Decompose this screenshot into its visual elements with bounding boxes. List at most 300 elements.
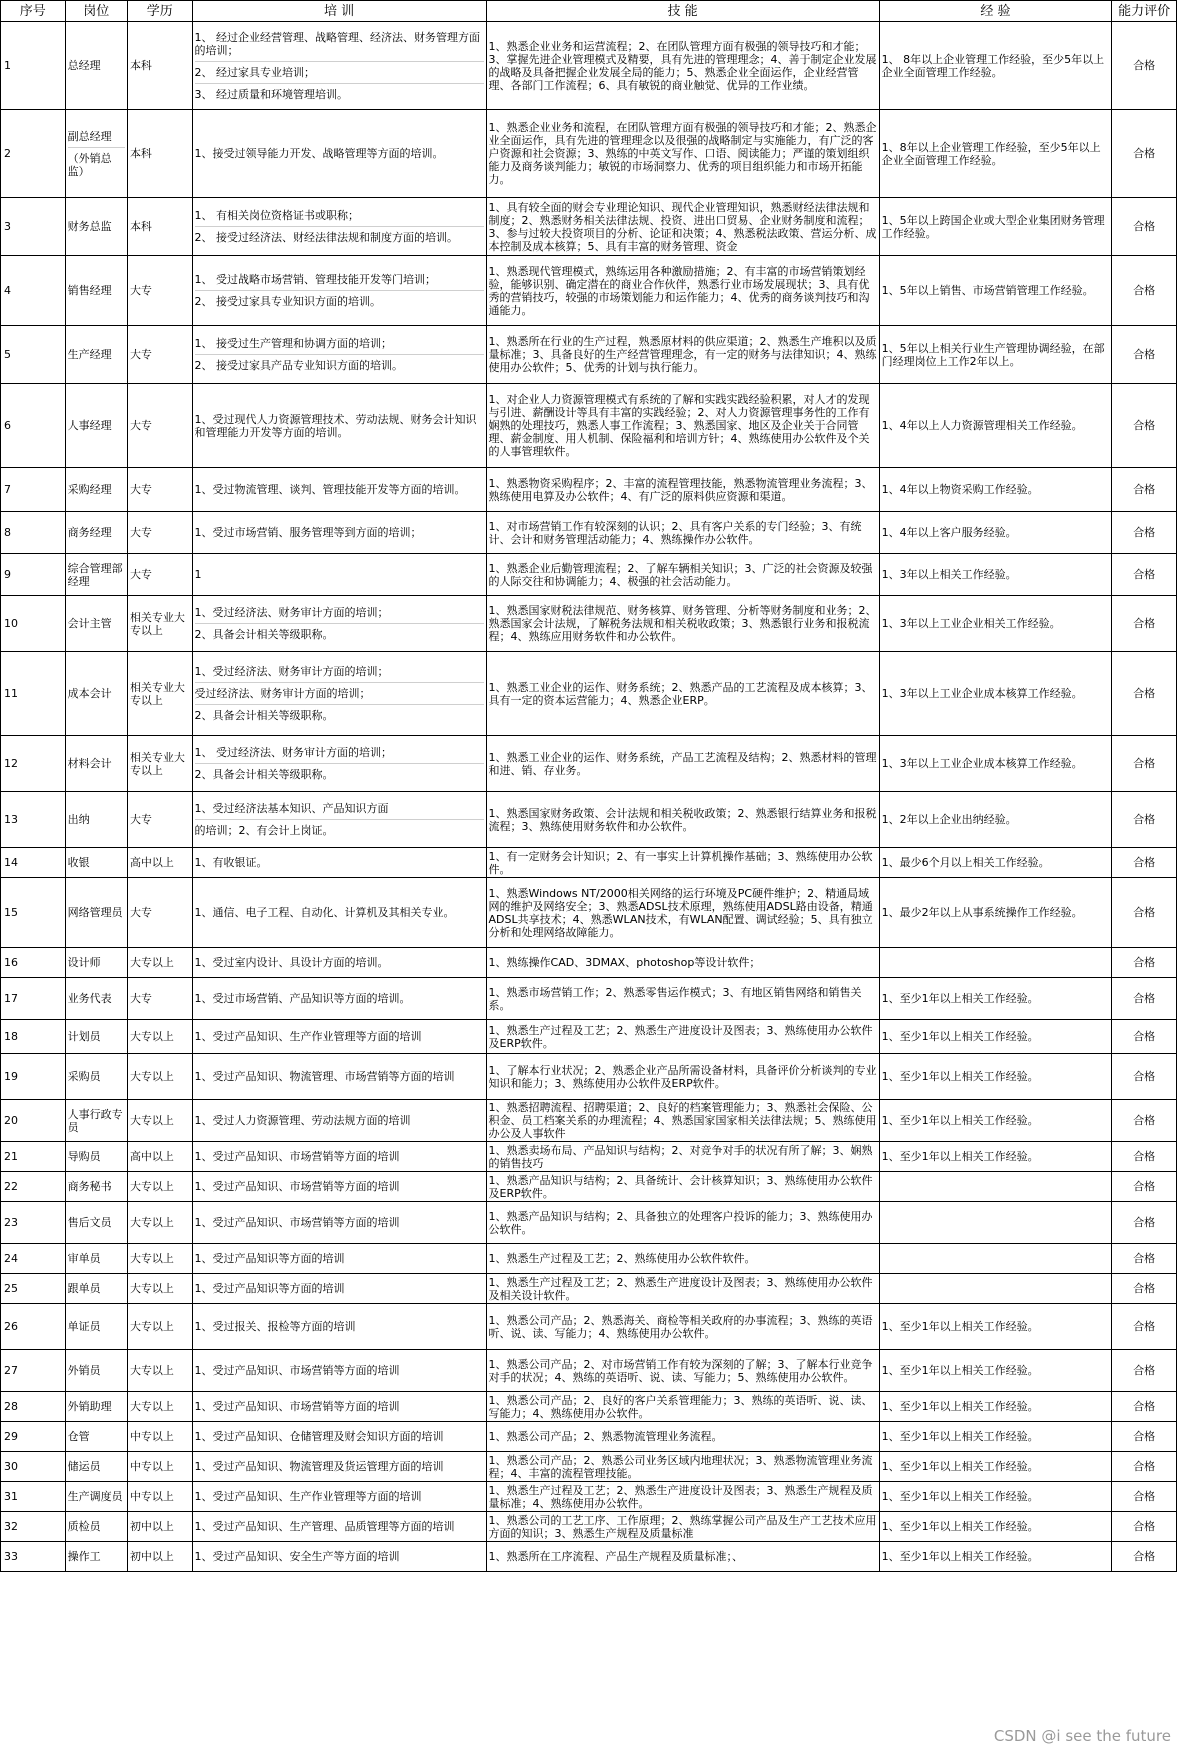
experience-cell: [879, 1274, 1112, 1304]
training-cell: [192, 1542, 486, 1572]
position-cell: [65, 792, 127, 848]
position-line: 外销员: [67, 1364, 101, 1377]
experience-cell: 1、最少6个月以上相关工作经验。: [879, 848, 1112, 878]
position-cell: [65, 1542, 127, 1572]
experience-cell: 1、3年以上工业企业成本核算工作经验。: [879, 736, 1112, 792]
experience-cell: 1、4年以上物资采购工作经验。: [879, 468, 1112, 512]
training-line: 2、 接受过家具专业知识方面的培训。: [194, 295, 382, 308]
position-cell: [65, 1482, 127, 1512]
position-line: 生产调度员: [67, 1490, 123, 1503]
experience-cell: 1、至少1年以上相关工作经验。: [879, 1020, 1112, 1054]
position-line: 销售经理: [67, 284, 112, 297]
result-cell: 合格: [1112, 1274, 1177, 1304]
training-line: 2、 接受过经济法、财经法律法规和制度方面的培训。: [194, 231, 459, 244]
position-cell: [65, 1452, 127, 1482]
skills-cell: 1、熟悉企业业务和流程，在团队管理方面有极强的领导技巧和才能；2、熟悉企业全面运作，具有先进的管理理念以及很强的战略制定与实施能力，有广泛的客户资源和社会资源；3、熟练的中英文写作、口语、阅读能力；严谨的策划组织能力及商务谈判能力；敏锐的市场洞察力、优秀的项目组织能力和市场开拓能力。: [486, 110, 879, 198]
education-cell: 中专以上: [127, 1452, 192, 1482]
position-cell: [65, 384, 127, 468]
skills-cell: 1、具有较全面的财会专业理论知识、现代企业管理知识，熟悉财经法律法规和制度；2、熟悉财务相关法律法规、投资、进出口贸易、企业财务制度和流程；3、参与过较大投资项目的分析、论证和决策；4、熟悉税法政策、营运分析、成本控制及成本核算；5、具有丰富的财务管理、资金: [486, 198, 879, 256]
skills-cell: 1、熟悉公司产品；2、熟悉公司业务区域内地理状况；3、熟悉物流管理业务流程；4、丰富的流程管理技能。: [486, 1452, 879, 1482]
education-cell: 中专以上: [127, 1422, 192, 1452]
row-number-cell: 32: [1, 1512, 66, 1542]
position-line: 采购经理: [67, 483, 112, 496]
table-row: [1, 1350, 1177, 1392]
experience-cell: 1、3年以上相关工作经验。: [879, 554, 1112, 596]
training-cell: [192, 1172, 486, 1202]
row-number-cell: 21: [1, 1142, 66, 1172]
education-cell: 本科: [127, 22, 192, 110]
position-cell: [65, 1392, 127, 1422]
skills-cell: 1、对企业人力资源管理模式有系统的了解和实践实践经验积累，对人才的发现与引进、薪酬设计等具有丰富的实践经验；2、对人力资源管理事务性的工作有娴熟的处理技巧，熟悉人事工作流程；3、熟悉国家、地区及企业关于合同管理、薪金制度、用人机制、保险福利和培训方针；4、熟练使用办公软件及个关的人事管理软件。: [486, 384, 879, 468]
position-line: 收银: [67, 856, 90, 869]
experience-cell: 1、3年以上工业企业相关工作经验。: [879, 596, 1112, 652]
education-cell: 大专以上: [127, 1054, 192, 1100]
training-cell: [192, 1274, 486, 1304]
education-cell: 大专以上: [127, 1244, 192, 1274]
result-cell: 合格: [1112, 1020, 1177, 1054]
training-cell: [192, 22, 486, 110]
table-row: [1, 198, 1177, 256]
position-cell: [65, 1100, 127, 1142]
row-number-cell: 26: [1, 1304, 66, 1350]
position-cell: [65, 1172, 127, 1202]
position-cell: [65, 1512, 127, 1542]
position-cell: [65, 1054, 127, 1100]
position-line: 综合管理部经理: [67, 561, 123, 588]
row-number-cell: 9: [1, 554, 66, 596]
result-cell: 合格: [1112, 1392, 1177, 1422]
row-number-cell: 17: [1, 978, 66, 1020]
training-line: 1、受过经济法基本知识、产品知识方面: [195, 798, 484, 820]
table-row: [1, 848, 1177, 878]
training-line: 1: [194, 568, 202, 581]
skills-cell: 1、熟悉招聘流程、招聘渠道；2、良好的档案管理能力；3、熟悉社会保险、公积金、员工档案关系的办理流程；4、熟悉国家国家相关法律法规；5、熟练使用办公及人事软件: [486, 1100, 879, 1142]
table-row: [1, 978, 1177, 1020]
training-cell: [192, 554, 486, 596]
experience-cell: 1、4年以上客户服务经验。: [879, 512, 1112, 554]
education-cell: 本科: [127, 198, 192, 256]
education-cell: 大专: [127, 792, 192, 848]
result-cell: 合格: [1112, 878, 1177, 948]
training-line: 1、受过产品知识、市场营销等方面的培训: [194, 1150, 400, 1163]
position-cell: [65, 256, 127, 326]
position-line: 出纳: [67, 813, 90, 826]
position-cell: [65, 1142, 127, 1172]
training-cell: [192, 1202, 486, 1244]
experience-cell: 1、至少1年以上相关工作经验。: [879, 1422, 1112, 1452]
education-cell: 大专以上: [127, 1202, 192, 1244]
training-cell: [192, 736, 486, 792]
table-row: [1, 468, 1177, 512]
training-cell: [192, 326, 486, 384]
skills-cell: 1、了解本行业状况；2、熟悉企业产品所需设备材料，具备评价分析谈判的专业知识和能力；3、熟练使用办公软件及ERP软件。: [486, 1054, 879, 1100]
result-cell: 合格: [1112, 1482, 1177, 1512]
experience-cell: [879, 1244, 1112, 1274]
experience-cell: 1、至少1年以上相关工作经验。: [879, 1304, 1112, 1350]
row-number-cell: 6: [1, 384, 66, 468]
experience-cell: 1、最少2年以上从事系统操作工作经验。: [879, 878, 1112, 948]
training-cell: [192, 1244, 486, 1274]
table-row: [1, 1542, 1177, 1572]
header-no: 序号: [1, 1, 66, 22]
row-number-cell: 22: [1, 1172, 66, 1202]
skills-cell: 1、熟悉企业业务和运营流程；2、在团队管理方面有极强的领导技巧和才能；3、掌握先进企业管理模式及精要，具有先进的管理理念；4、善于制定企业发展的战略及具备把握企业发展全局的能力；5、熟悉企业全面运作，企业经营管理、各部门工作流程；6、具有敏锐的商业触觉、优异的工作业绩。: [486, 22, 879, 110]
training-cell: [192, 948, 486, 978]
table-row: [1, 1100, 1177, 1142]
experience-cell: 1、至少1年以上相关工作经验。: [879, 1482, 1112, 1512]
row-number-cell: 12: [1, 736, 66, 792]
table-row: [1, 948, 1177, 978]
training-line: 1、受过产品知识、物流管理及货运管理方面的培训: [194, 1460, 444, 1473]
position-line: 计划员: [67, 1030, 101, 1043]
result-cell: 合格: [1112, 848, 1177, 878]
row-number-cell: 18: [1, 1020, 66, 1054]
position-line: 生产经理: [67, 348, 112, 361]
training-line: 2、具备会计相关等级职称。: [194, 709, 334, 722]
training-line: 1、受过产品知识、市场营销等方面的培训: [194, 1364, 400, 1377]
header-training: 培 训: [192, 1, 486, 22]
position-cell: [65, 1202, 127, 1244]
education-cell: 大专: [127, 468, 192, 512]
skills-cell: 1、熟悉公司产品；2、对市场营销工作有较为深刻的了解；3、了解本行业竞争对手的状况；4、熟练的英语听、说、读、写能力；5、熟练使用办公软件。: [486, 1350, 879, 1392]
header-position: 岗位: [65, 1, 127, 22]
training-line: 1、受过产品知识、安全生产等方面的培训: [194, 1550, 400, 1563]
education-cell: 相关专业大专以上: [127, 652, 192, 736]
experience-cell: 1、3年以上工业企业成本核算工作经验。: [879, 652, 1112, 736]
result-cell: 合格: [1112, 1304, 1177, 1350]
experience-cell: 1、至少1年以上相关工作经验。: [879, 1350, 1112, 1392]
table-row: [1, 256, 1177, 326]
education-cell: 大专: [127, 978, 192, 1020]
result-cell: 合格: [1112, 792, 1177, 848]
position-cell: [65, 110, 127, 198]
table-row: [1, 1304, 1177, 1350]
position-cell: [65, 512, 127, 554]
row-number-cell: 27: [1, 1350, 66, 1392]
education-cell: 大专以上: [127, 1392, 192, 1422]
table-row: [1, 1054, 1177, 1100]
result-cell: 合格: [1112, 1244, 1177, 1274]
training-cell: [192, 1422, 486, 1452]
training-line: 1、受过产品知识等方面的培训: [194, 1252, 345, 1265]
table-row: [1, 1274, 1177, 1304]
watermark: CSDN @i see the future: [993, 1727, 1171, 1745]
position-cell: [65, 468, 127, 512]
skills-cell: 1、熟悉市场营销工作；2、熟悉零售运作模式；3、有地区销售网络和销售关系。: [486, 978, 879, 1020]
result-cell: 合格: [1112, 110, 1177, 198]
position-cell: [65, 736, 127, 792]
skills-cell: 1、熟悉生产过程及工艺；2、熟悉生产进度设计及图表；3、熟练使用办公软件及相关设计软件。: [486, 1274, 879, 1304]
training-line: 的培训；2、有会计上岗证。: [194, 824, 334, 837]
education-cell: 大专: [127, 512, 192, 554]
training-cell: [192, 1020, 486, 1054]
row-number-cell: 19: [1, 1054, 66, 1100]
table-row: [1, 326, 1177, 384]
table-row: [1, 652, 1177, 736]
result-cell: 合格: [1112, 384, 1177, 468]
table-row: [1, 736, 1177, 792]
experience-cell: 1、4年以上人力资源管理相关工作经验。: [879, 384, 1112, 468]
position-line: 人事行政专员: [67, 1107, 123, 1134]
education-cell: 大专以上: [127, 1274, 192, 1304]
position-line: 副总经理: [68, 126, 125, 148]
skills-cell: 1、熟悉公司产品；2、熟悉海关、商检等相关政府的办事流程；3、熟练的英语听、说、读、写能力；4、熟练使用办公软件。: [486, 1304, 879, 1350]
training-line: 1、受过人力资源管理、劳动法规方面的培训: [194, 1114, 411, 1127]
education-cell: 大专以上: [127, 1100, 192, 1142]
skills-cell: 1、熟悉物资采购程序；2、丰富的流程管理技能，熟悉物流管理业务流程；3、熟练使用电算及办公软件；4、有广泛的原料供应资源和渠道。: [486, 468, 879, 512]
row-number-cell: 2: [1, 110, 66, 198]
row-number-cell: 20: [1, 1100, 66, 1142]
row-number-cell: 14: [1, 848, 66, 878]
skills-cell: 1、熟悉公司的工艺工序、工作原理；2、熟练掌握公司产品及生产工艺技术应用方面的知识；3、熟悉生产规程及质量标准: [486, 1512, 879, 1542]
position-cell: [65, 554, 127, 596]
position-line: 外销助理: [67, 1400, 112, 1413]
skills-cell: 1、熟悉生产过程及工艺；2、熟练使用办公软件软件。: [486, 1244, 879, 1274]
row-number-cell: 31: [1, 1482, 66, 1512]
row-number-cell: 3: [1, 198, 66, 256]
skills-cell: 1、熟悉公司产品；2、良好的客户关系管理能力；3、熟练的英语听、说、读、写能力；4、熟练使用办公软件。: [486, 1392, 879, 1422]
education-cell: 相关专业大专以上: [127, 736, 192, 792]
training-line: 1、 接受过生产管理和协调方面的培训；: [195, 333, 484, 355]
experience-cell: 1、至少1年以上相关工作经验。: [879, 1392, 1112, 1422]
training-line: 1、受过产品知识、生产管理、品质管理等方面的培训: [194, 1520, 455, 1533]
education-cell: 大专: [127, 384, 192, 468]
header-skills: 技 能: [486, 1, 879, 22]
position-line: 跟单员: [67, 1282, 101, 1295]
training-line: 1、受过产品知识、市场营销等方面的培训: [194, 1180, 400, 1193]
training-line: 1、受过产品知识、物流管理、市场营销等方面的培训: [194, 1070, 455, 1083]
position-cell: [65, 878, 127, 948]
training-cell: [192, 978, 486, 1020]
skills-cell: 1、熟悉卖场布局、产品知识与结构；2、对竞争对手的状况有所了解；3、娴熟的销售技巧: [486, 1142, 879, 1172]
training-line: 1、受过产品知识、市场营销等方面的培训: [194, 1400, 400, 1413]
training-cell: [192, 1100, 486, 1142]
training-line: 2、 经过家具专业培训；: [195, 62, 484, 84]
table-row: [1, 878, 1177, 948]
skills-cell: 1、熟悉国家财税法律规范、财务核算、财务管理、分析等财务制度和业务；2、熟悉国家会计法规，了解税务法规和相关税收政策；3、熟悉银行业务和报税流程；4、熟练应用财务软件和办公软件。: [486, 596, 879, 652]
experience-cell: 1、至少1年以上相关工作经验。: [879, 1100, 1112, 1142]
table-row: [1, 1142, 1177, 1172]
position-cell: [65, 848, 127, 878]
experience-cell: 1、5年以上跨国企业或大型企业集团财务管理工作经验。: [879, 198, 1112, 256]
experience-cell: 1、 8年以上企业管理工作经验，至少5年以上企业全面管理工作经验。: [879, 22, 1112, 110]
education-cell: 初中以上: [127, 1512, 192, 1542]
row-number-cell: 29: [1, 1422, 66, 1452]
position-line: 人事经理: [67, 419, 112, 432]
position-cell: [65, 948, 127, 978]
education-cell: 大专以上: [127, 1350, 192, 1392]
position-line: 商务经理: [67, 526, 112, 539]
result-cell: 合格: [1112, 198, 1177, 256]
header-education: 学历: [127, 1, 192, 22]
position-line: 操作工: [67, 1550, 101, 1563]
skills-cell: 1、熟悉工业企业的运作、财务系统；2、熟悉产品的工艺流程及成本核算；3、具有一定的资本运营能力；4、熟悉企业ERP。: [486, 652, 879, 736]
row-number-cell: 5: [1, 326, 66, 384]
training-line: 2、 接受过家具产品专业知识方面的培训。: [194, 359, 404, 372]
position-cell: [65, 978, 127, 1020]
position-cell: [65, 652, 127, 736]
experience-cell: [879, 1172, 1112, 1202]
result-cell: 合格: [1112, 554, 1177, 596]
training-cell: [192, 596, 486, 652]
training-cell: [192, 652, 486, 736]
position-cell: [65, 326, 127, 384]
training-line: 1、受过产品知识、生产作业管理等方面的培训: [194, 1030, 422, 1043]
training-line: 2、具备会计相关等级职称。: [194, 768, 334, 781]
table-row: [1, 1482, 1177, 1512]
training-line: 1、受过报关、报检等方面的培训: [194, 1320, 356, 1333]
training-cell: [192, 1482, 486, 1512]
experience-cell: 1、至少1年以上相关工作经验。: [879, 1452, 1112, 1482]
skills-cell: 1、熟悉现代管理模式，熟练运用各种激励措施；2、有丰富的市场营销策划经验，能够识别、确定潜在的商业合作伙伴，熟悉行业市场发展现状；3、具有优秀的营销技巧，较强的市场策划能力和运作能力；4、优秀的商务谈判技巧和沟通能力。: [486, 256, 879, 326]
position-line: 材料会计: [67, 757, 112, 770]
training-cell: [192, 848, 486, 878]
training-cell: [192, 1452, 486, 1482]
experience-cell: 1、至少1年以上相关工作经验。: [879, 1142, 1112, 1172]
training-line: 1、受过产品知识、仓储管理及财会知识方面的培训: [194, 1430, 444, 1443]
position-cell: [65, 22, 127, 110]
row-number-cell: 4: [1, 256, 66, 326]
result-cell: 合格: [1112, 1054, 1177, 1100]
row-number-cell: 13: [1, 792, 66, 848]
skills-cell: 1、熟悉生产过程及工艺；2、熟悉生产进度设计及图表；3、熟练使用办公软件及ERP软件。: [486, 1020, 879, 1054]
result-cell: 合格: [1112, 652, 1177, 736]
experience-cell: 1、至少1年以上相关工作经验。: [879, 978, 1112, 1020]
position-line: 商务秘书: [67, 1180, 112, 1193]
skills-cell: 1、熟练操作CAD、3DMAX、photoshop等设计软件；: [486, 948, 879, 978]
result-cell: 合格: [1112, 22, 1177, 110]
skills-cell: 1、熟悉企业后勤管理流程；2、了解车辆相关知识；3、广泛的社会资源及较强的人际交往和协调能力；4、极强的社会活动能力。: [486, 554, 879, 596]
table-row: [1, 1422, 1177, 1452]
table-row: [1, 554, 1177, 596]
training-line: 3、 经过质量和环境管理培训。: [194, 87, 349, 101]
position-line: 业务代表: [67, 992, 112, 1005]
position-line: 审单员: [67, 1252, 101, 1265]
table-body: [1, 22, 1177, 1572]
table-row: [1, 1172, 1177, 1202]
position-line: （外销总监）: [67, 151, 112, 178]
experience-cell: [879, 1202, 1112, 1244]
training-line: 1、受过经济法、财务审计方面的培训；: [195, 661, 484, 683]
position-cell: [65, 1020, 127, 1054]
result-cell: 合格: [1112, 1142, 1177, 1172]
position-line: 质检员: [67, 1520, 101, 1533]
training-line: 1、有收银证。: [194, 856, 268, 869]
row-number-cell: 28: [1, 1392, 66, 1422]
training-line: 1、 有相关岗位资格证书或职称；: [195, 205, 484, 227]
table-row: [1, 110, 1177, 198]
training-line: 1、受过市场营销、服务管理等到方面的培训；: [194, 526, 422, 539]
skills-cell: 1、熟悉公司产品；2、熟悉物流管理业务流程。: [486, 1422, 879, 1452]
position-line: 储运员: [67, 1460, 101, 1473]
training-cell: [192, 198, 486, 256]
education-cell: 本科: [127, 110, 192, 198]
experience-cell: 1、2年以上企业出纳经验。: [879, 792, 1112, 848]
row-number-cell: 16: [1, 948, 66, 978]
position-cell: [65, 1274, 127, 1304]
education-cell: 大专: [127, 554, 192, 596]
skills-cell: 1、熟悉Windows NT/2000相关网络的运行环境及PC硬件维护；2、精通局域网的维护及网络安全；3、熟悉ADSL技术原理，熟练使用ADSL路由设备，精通ADSL共享技术；4、熟悉WLAN技术，有WLAN配置、调试经验；5、具有独立分析和处理网络故障能力。: [486, 878, 879, 948]
training-line: 1、受过产品知识等方面的培训: [194, 1282, 345, 1295]
skills-cell: 1、熟悉产品知识与结构；2、具备统计、会计核算知识；3、熟练使用办公软件及ERP软件。: [486, 1172, 879, 1202]
training-cell: [192, 1512, 486, 1542]
training-line: 1、受过市场营销、产品知识等方面的培训。: [194, 992, 411, 1005]
row-number-cell: 25: [1, 1274, 66, 1304]
position-line: 设计师: [67, 956, 101, 969]
training-cell: [192, 792, 486, 848]
row-number-cell: 15: [1, 878, 66, 948]
training-cell: [192, 1392, 486, 1422]
skills-cell: 1、熟悉生产过程及工艺；2、熟悉生产进度设计及图表；3、熟悉生产规程及质量标准；4、熟练使用办公软件。: [486, 1482, 879, 1512]
training-cell: [192, 1350, 486, 1392]
skills-cell: 1、熟悉所在工序流程、产品生产规程及质量标准；、: [486, 1542, 879, 1572]
table-row: [1, 1392, 1177, 1422]
result-cell: 合格: [1112, 1512, 1177, 1542]
row-number-cell: 30: [1, 1452, 66, 1482]
training-cell: [192, 878, 486, 948]
result-cell: 合格: [1112, 512, 1177, 554]
table-row: [1, 1244, 1177, 1274]
training-line: 1、接受过领导能力开发、战略管理等方面的培训。: [194, 147, 444, 160]
position-line: 成本会计: [67, 687, 112, 700]
education-cell: 大专以上: [127, 1172, 192, 1202]
experience-cell: [879, 948, 1112, 978]
result-cell: 合格: [1112, 736, 1177, 792]
training-cell: [192, 1054, 486, 1100]
training-line: 1、受过经济法、财务审计方面的培训；: [195, 602, 484, 624]
skills-cell: 1、熟悉工业企业的运作、财务系统，产品工艺流程及结构；2、熟悉材料的管理和进、销、存业务。: [486, 736, 879, 792]
table-row: [1, 512, 1177, 554]
skills-cell: 1、有一定财务会计知识；2、有一事实上计算机操作基础；3、熟练使用办公软件。: [486, 848, 879, 878]
training-cell: [192, 512, 486, 554]
row-number-cell: 33: [1, 1542, 66, 1572]
header-experience: 经 验: [879, 1, 1112, 22]
training-cell: [192, 468, 486, 512]
experience-cell: 1、5年以上销售、市场营销管理工作经验。: [879, 256, 1112, 326]
position-line: 财务总监: [67, 220, 112, 233]
training-line: 1、 受过战略市场营销、管理技能开发等门培训；: [195, 269, 484, 291]
position-cell: [65, 198, 127, 256]
training-line: 2、具备会计相关等级职称。: [194, 628, 334, 641]
row-number-cell: 7: [1, 468, 66, 512]
result-cell: 合格: [1112, 948, 1177, 978]
experience-cell: 1、至少1年以上相关工作经验。: [879, 1512, 1112, 1542]
experience-cell: 1、至少1年以上相关工作经验。: [879, 1542, 1112, 1572]
education-cell: 大专: [127, 326, 192, 384]
result-cell: 合格: [1112, 1202, 1177, 1244]
result-cell: 合格: [1112, 1100, 1177, 1142]
result-cell: 合格: [1112, 326, 1177, 384]
training-line: 1、受过现代人力资源管理技术、劳动法规、财务会计知识和管理能力开发等方面的培训。: [194, 412, 477, 439]
table-row: [1, 1512, 1177, 1542]
position-line: 采购员: [67, 1070, 101, 1083]
position-line: 导购员: [67, 1150, 101, 1163]
result-cell: 合格: [1112, 1172, 1177, 1202]
table-row: [1, 22, 1177, 110]
training-cell: [192, 110, 486, 198]
row-number-cell: 23: [1, 1202, 66, 1244]
position-line: 售后文员: [67, 1216, 112, 1229]
row-number-cell: 1: [1, 22, 66, 110]
result-cell: 合格: [1112, 256, 1177, 326]
position-cell: [65, 596, 127, 652]
table-row: [1, 792, 1177, 848]
experience-cell: 1、8年以上企业管理工作经验，至少5年以上企业全面管理工作经验。: [879, 110, 1112, 198]
table-row: [1, 596, 1177, 652]
table-row: [1, 1452, 1177, 1482]
position-line: 会计主管: [67, 617, 112, 630]
position-line: 单证员: [67, 1320, 101, 1333]
